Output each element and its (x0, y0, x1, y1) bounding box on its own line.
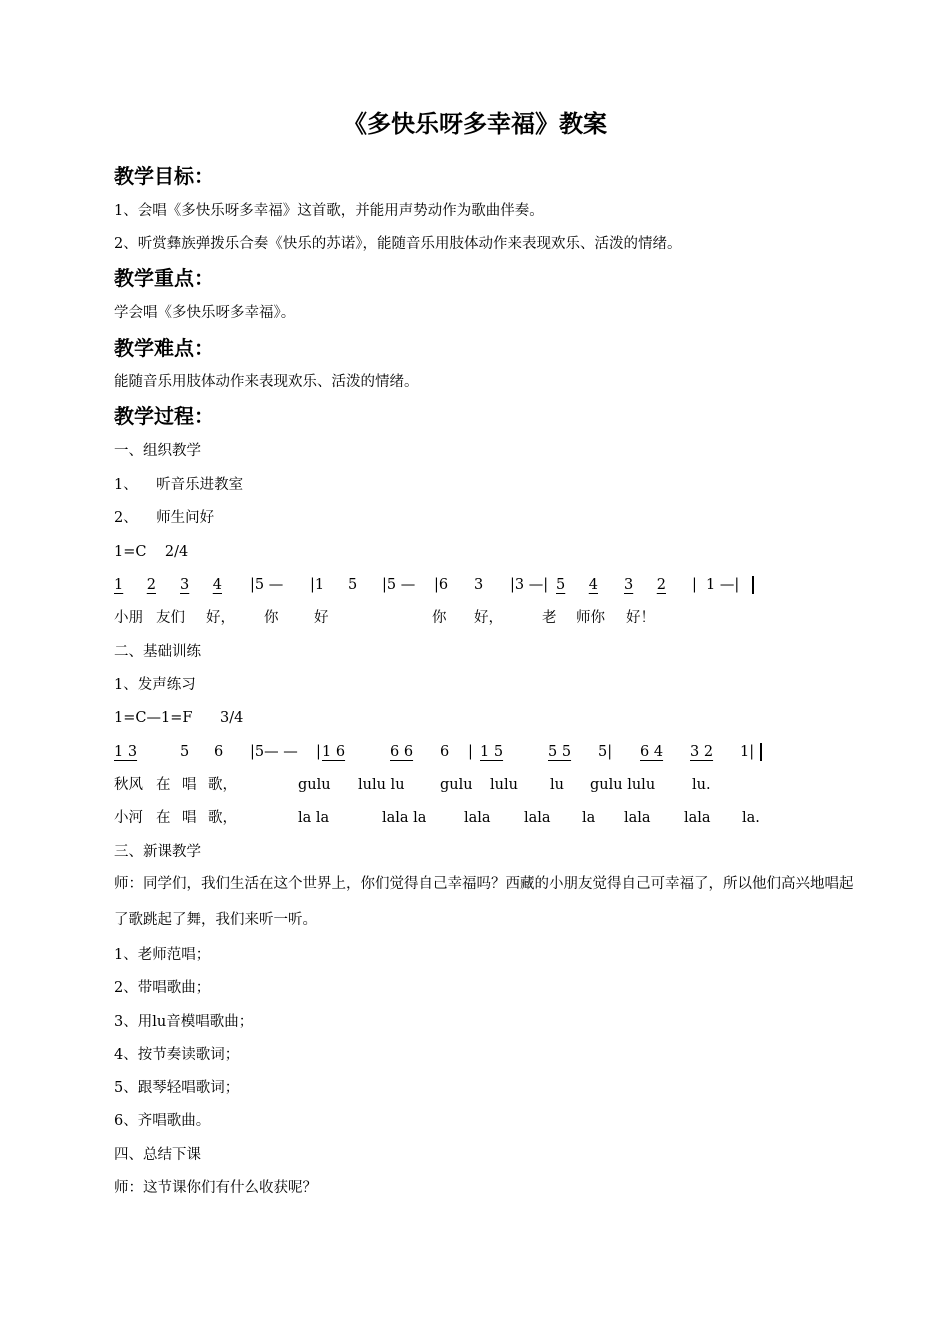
lyric: lala (524, 810, 551, 826)
lyric: lu (550, 777, 564, 793)
lyric: 唱 (182, 810, 197, 826)
lyric: 好！ (626, 610, 655, 626)
lyric: lu. (692, 777, 711, 793)
note: |1 (310, 577, 325, 593)
note: 1 6 (322, 744, 346, 760)
lyric: 老 (542, 610, 557, 626)
lyric: 好， (206, 610, 235, 626)
note: 3 (474, 577, 484, 593)
lyric: la (582, 810, 596, 826)
lyric: 好 (314, 610, 329, 626)
section-1-item-2: 2、 师生问好 (114, 510, 215, 526)
note: | (468, 744, 473, 760)
section-3-item-5: 5、跟琴轻唱歌词； (114, 1080, 240, 1096)
score-1-lyrics (114, 607, 834, 629)
note: 2 (656, 577, 666, 593)
note: 4 (212, 577, 222, 593)
lyric: gulu (298, 777, 331, 793)
lyric: lulu (490, 777, 518, 793)
lyric: gulu lulu (590, 777, 656, 793)
goal-1: 1、会唱《多快乐呀多幸福》这首歌，并能用声势动作为歌曲伴奏。 (114, 203, 544, 219)
section-1-item-1: 1、 听音乐进教室 (114, 477, 244, 493)
lyric: la la (298, 810, 330, 826)
final-barline (752, 576, 754, 594)
lyric: 小朋 (114, 610, 143, 626)
score-1-key: 1=C 2/4 (114, 544, 189, 560)
section-4-question: 师：这节课你们有什么收获呢？ (114, 1180, 317, 1196)
lyric: 歌， (208, 810, 237, 826)
lyric: 你 (264, 610, 279, 626)
note: 6 (440, 744, 450, 760)
note: |5 — (382, 577, 416, 593)
section-1-title: 一、组织教学 (114, 443, 201, 459)
lyric: 在 (156, 810, 171, 826)
lyric: lala (624, 810, 651, 826)
lyric: 师你 (576, 610, 605, 626)
note: 6 6 (390, 744, 414, 760)
lyric: 小河 (114, 810, 143, 826)
page-title: 《多快乐呀多幸福》教案 (343, 110, 607, 138)
section-2-item-1: 1、发声练习 (114, 677, 196, 693)
note: |5— — (250, 744, 298, 760)
lyric: 你 (432, 610, 447, 626)
note: 5 (556, 577, 566, 593)
note: 3 (624, 577, 634, 593)
difficulty: 能随音乐用肢体动作来表现欢乐、活泼的情绪。 (114, 374, 419, 390)
score-2-key: 1=C—1=F 3/4 (114, 710, 244, 726)
note: | (316, 744, 321, 760)
lyric: 好， (474, 610, 503, 626)
note: 1| (740, 744, 755, 760)
heading-difficulty: 教学难点： (114, 336, 214, 360)
lyric: la. (742, 810, 760, 826)
note: 6 4 (640, 744, 664, 760)
section-3-item-2: 2、带唱歌曲； (114, 980, 211, 996)
score-2-notes (114, 741, 834, 763)
note: 4 (588, 577, 598, 593)
lyric: 在 (156, 777, 171, 793)
heading-process: 教学过程： (114, 404, 214, 428)
section-3-item-4: 4、按节奏读歌词； (114, 1047, 240, 1063)
lyric: 歌， (208, 777, 237, 793)
lyric: 友们 (156, 610, 185, 626)
note: 1 5 (480, 744, 504, 760)
lyric: 唱 (182, 777, 197, 793)
key-point: 学会唱《多快乐呀多幸福》。 (114, 305, 296, 321)
note: 5 (348, 577, 358, 593)
note: | (692, 577, 697, 593)
section-2-title: 二、基础训练 (114, 644, 201, 660)
note: 5 5 (548, 744, 572, 760)
note: 3 (180, 577, 190, 593)
note: |6 (434, 577, 449, 593)
goal-2: 2、听赏彝族弹拨乐合奏《快乐的苏诺》，能随音乐用肢体动作来表现欢乐、活泼的情绪。 (114, 236, 682, 252)
note: 1 (114, 577, 124, 593)
section-3-item-1: 1、老师范唱； (114, 947, 211, 963)
final-barline (760, 743, 762, 761)
note: 5| (598, 744, 613, 760)
lyric: lala (684, 810, 711, 826)
section-3-title: 三、新课教学 (114, 844, 201, 860)
score-2-lyrics-2 (114, 807, 834, 829)
note: 1 3 (114, 744, 138, 760)
note: |5 — (250, 577, 284, 593)
note: 2 (146, 577, 156, 593)
lyric: lulu lu (358, 777, 405, 793)
lyric: 秋风 (114, 777, 143, 793)
heading-key-point: 教学重点： (114, 266, 214, 290)
note: |3 —| (510, 577, 549, 593)
note: 1 —| (706, 577, 740, 593)
note: 5 (180, 744, 190, 760)
lyric: lala (464, 810, 491, 826)
score-1-notes (114, 574, 834, 596)
note: 6 (214, 744, 224, 760)
score-2-lyrics-1 (114, 774, 834, 796)
section-4-title: 四、总结下课 (114, 1147, 201, 1163)
lyric: lala la (382, 810, 427, 826)
section-3-item-6: 6、齐唱歌曲。 (114, 1113, 211, 1129)
section-3-intro: 师：同学们，我们生活在这个世界上，你们觉得自己幸福吗？西藏的小朋友觉得自己可幸福了，所以他们高兴地唱起了歌跳起了舞，我们来听一听。 (114, 876, 854, 928)
section-3-item-3: 3、用lu音模唱歌曲； (114, 1014, 254, 1030)
lyric: gulu (440, 777, 473, 793)
heading-goals: 教学目标： (114, 164, 214, 188)
note: 3 2 (690, 744, 714, 760)
